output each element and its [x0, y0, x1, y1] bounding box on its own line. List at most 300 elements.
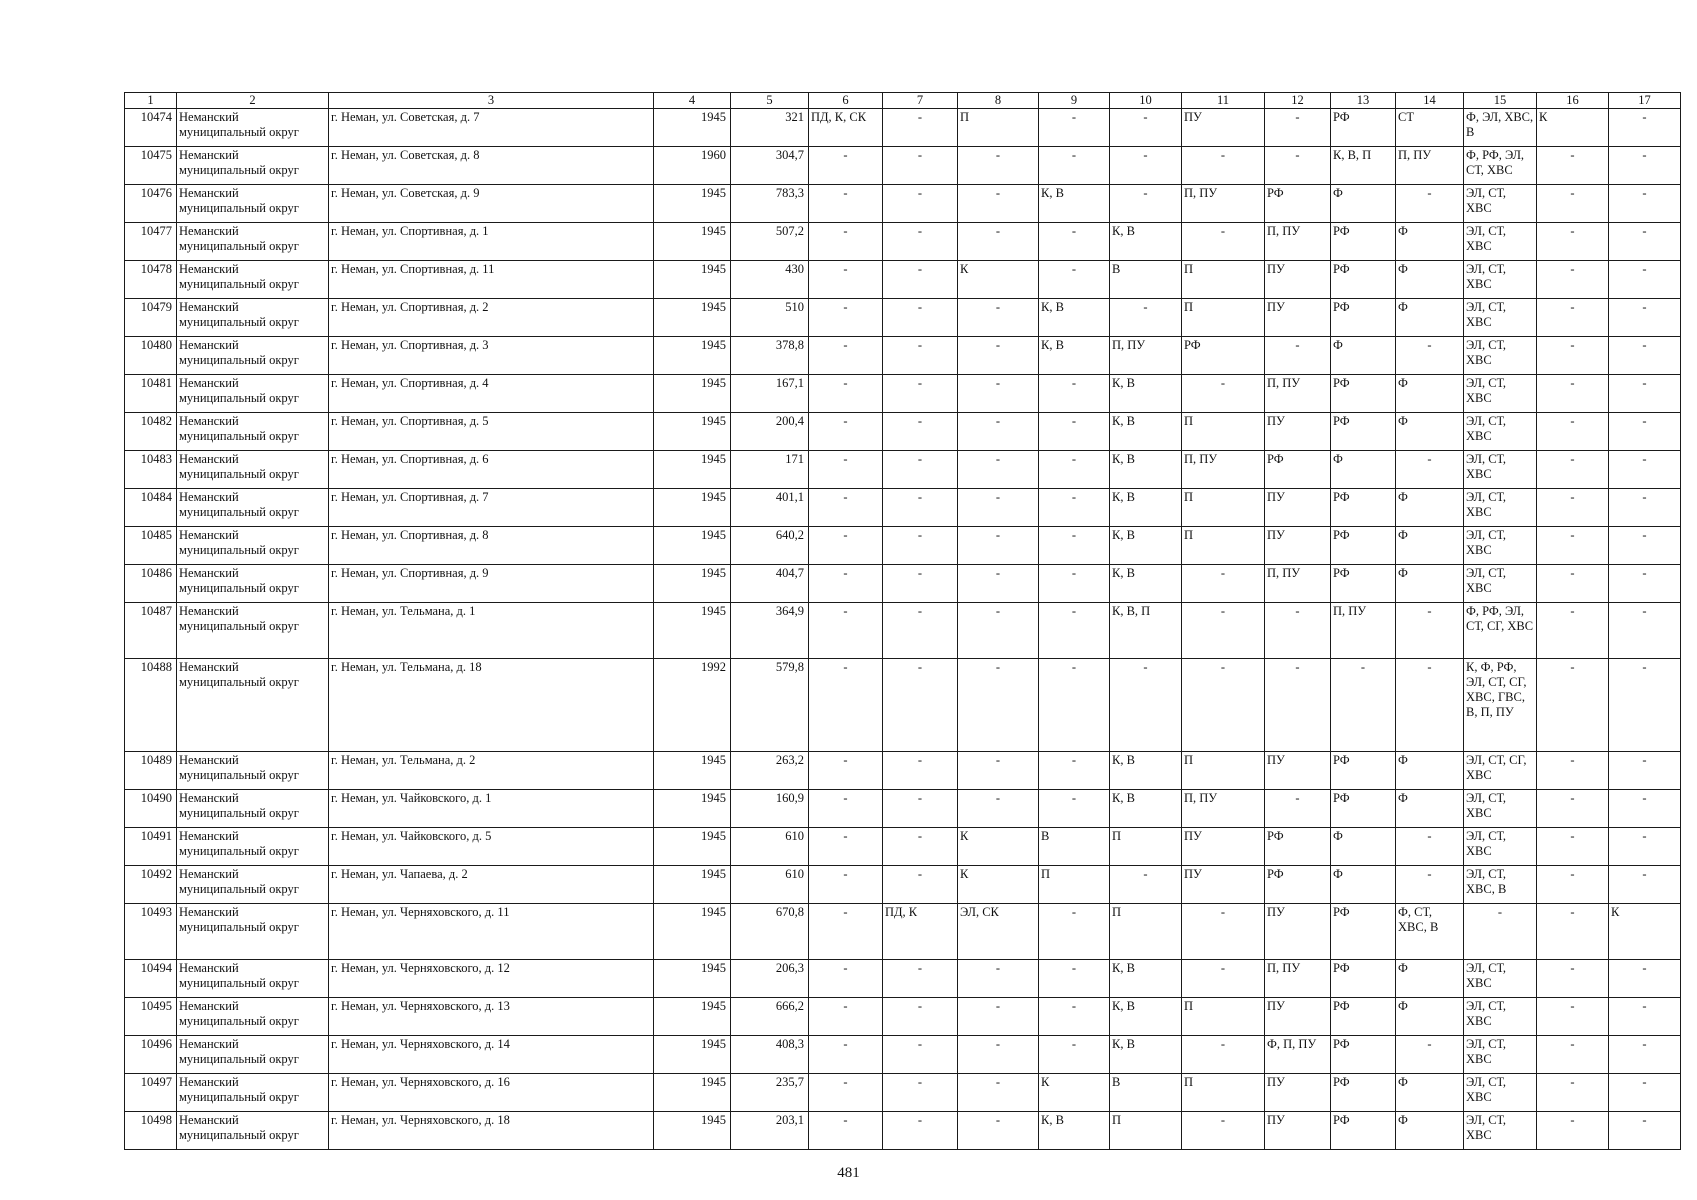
- table-cell-col-4: 1945: [654, 223, 731, 261]
- table-cell-col-1: 10475: [125, 147, 177, 185]
- table-cell-col-4: 1945: [654, 998, 731, 1036]
- table-cell-col-12: -: [1265, 790, 1331, 828]
- table-cell-col-6: -: [809, 998, 883, 1036]
- table-cell-col-16: -: [1537, 565, 1609, 603]
- table-cell-col-17: -: [1609, 337, 1681, 375]
- table-cell-col-8: -: [958, 451, 1039, 489]
- table-cell-col-3: г. Неман, ул. Советская, д. 7: [329, 109, 654, 147]
- table-cell-col-15: ЭЛ, СТ, ХВС: [1464, 185, 1537, 223]
- table-cell-col-5: 304,7: [731, 147, 809, 185]
- table-cell-col-4: 1945: [654, 752, 731, 790]
- table-cell-col-12: ПУ: [1265, 527, 1331, 565]
- table-cell-col-4: 1945: [654, 337, 731, 375]
- table-cell-col-9: -: [1039, 451, 1110, 489]
- column-header-10: 10: [1110, 93, 1182, 109]
- table-cell-col-16: -: [1537, 489, 1609, 527]
- table-cell-col-9: -: [1039, 375, 1110, 413]
- table-row: [125, 451, 1681, 489]
- table-cell-col-10: К, В: [1110, 223, 1182, 261]
- table-cell-col-14: Ф: [1396, 489, 1464, 527]
- table-cell-col-9: -: [1039, 960, 1110, 998]
- table-cell-col-17: -: [1609, 1036, 1681, 1074]
- table-cell-col-14: Ф: [1396, 1074, 1464, 1112]
- column-header-13: 13: [1331, 93, 1396, 109]
- column-header-8: 8: [958, 93, 1039, 109]
- table-cell-col-15: ЭЛ, СТ, ХВС: [1464, 790, 1537, 828]
- table-cell-col-12: ПУ: [1265, 752, 1331, 790]
- table-cell-col-16: -: [1537, 603, 1609, 659]
- table-cell-col-16: -: [1537, 527, 1609, 565]
- table-cell-col-17: -: [1609, 998, 1681, 1036]
- table-cell-col-5: 579,8: [731, 659, 809, 752]
- table-cell-col-4: 1945: [654, 1036, 731, 1074]
- table-cell-col-11: П, ПУ: [1182, 185, 1265, 223]
- table-cell-col-6: -: [809, 960, 883, 998]
- table-cell-col-14: Ф: [1396, 565, 1464, 603]
- table-cell-col-1: 10489: [125, 752, 177, 790]
- table-cell-col-2: Неманский муниципальный округ: [177, 489, 329, 527]
- table-cell-col-17: -: [1609, 790, 1681, 828]
- table-cell-col-4: 1945: [654, 451, 731, 489]
- table-cell-col-11: П: [1182, 998, 1265, 1036]
- table-cell-col-5: 430: [731, 261, 809, 299]
- table-cell-col-1: 10490: [125, 790, 177, 828]
- table-cell-col-10: К, В: [1110, 527, 1182, 565]
- table-cell-col-12: РФ: [1265, 185, 1331, 223]
- table-cell-col-6: -: [809, 565, 883, 603]
- table-cell-col-16: -: [1537, 866, 1609, 904]
- table-row: [125, 223, 1681, 261]
- table-cell-col-16: -: [1537, 413, 1609, 451]
- table-cell-col-8: -: [958, 790, 1039, 828]
- table-cell-col-11: П: [1182, 413, 1265, 451]
- table-cell-col-5: 404,7: [731, 565, 809, 603]
- table-cell-col-13: Ф: [1331, 828, 1396, 866]
- table-cell-col-17: -: [1609, 866, 1681, 904]
- table-cell-col-16: -: [1537, 451, 1609, 489]
- table-cell-col-5: 160,9: [731, 790, 809, 828]
- table-cell-col-9: -: [1039, 904, 1110, 960]
- table-cell-col-6: -: [809, 451, 883, 489]
- table-cell-col-6: -: [809, 261, 883, 299]
- table-cell-col-13: РФ: [1331, 261, 1396, 299]
- table-cell-col-13: РФ: [1331, 413, 1396, 451]
- table-cell-col-13: П, ПУ: [1331, 603, 1396, 659]
- table-cell-col-5: 610: [731, 828, 809, 866]
- table-cell-col-12: Ф, П, ПУ: [1265, 1036, 1331, 1074]
- table-cell-col-8: -: [958, 527, 1039, 565]
- table-cell-col-15: ЭЛ, СТ, ХВС: [1464, 960, 1537, 998]
- table-cell-col-6: -: [809, 904, 883, 960]
- table-cell-col-7: -: [883, 147, 958, 185]
- table-cell-col-10: К, В: [1110, 998, 1182, 1036]
- table-cell-col-10: К, В: [1110, 960, 1182, 998]
- table-cell-col-6: -: [809, 413, 883, 451]
- table-cell-col-14: Ф: [1396, 299, 1464, 337]
- table-cell-col-15: Ф, РФ, ЭЛ, СТ, СГ, ХВС: [1464, 603, 1537, 659]
- table-cell-col-2: Неманский муниципальный округ: [177, 565, 329, 603]
- table-row: [125, 790, 1681, 828]
- table-row: [125, 752, 1681, 790]
- table-cell-col-8: -: [958, 1112, 1039, 1150]
- table-cell-col-1: 10479: [125, 299, 177, 337]
- table-cell-col-14: Ф: [1396, 790, 1464, 828]
- table-cell-col-6: -: [809, 1112, 883, 1150]
- table-row: [125, 1112, 1681, 1150]
- column-header-14: 14: [1396, 93, 1464, 109]
- table-cell-col-11: -: [1182, 603, 1265, 659]
- table-cell-col-4: 1945: [654, 413, 731, 451]
- table-cell-col-7: -: [883, 828, 958, 866]
- table-cell-col-12: ПУ: [1265, 998, 1331, 1036]
- table-cell-col-16: -: [1537, 223, 1609, 261]
- table-row: [125, 527, 1681, 565]
- table-cell-col-4: 1945: [654, 489, 731, 527]
- table-cell-col-15: ЭЛ, СТ, ХВС: [1464, 1036, 1537, 1074]
- table-cell-col-15: ЭЛ, СТ, ХВС: [1464, 565, 1537, 603]
- table-cell-col-3: г. Неман, ул. Спортивная, д. 6: [329, 451, 654, 489]
- table-cell-col-11: РФ: [1182, 337, 1265, 375]
- table-cell-col-15: ЭЛ, СТ, ХВС: [1464, 261, 1537, 299]
- table-cell-col-10: К, В: [1110, 413, 1182, 451]
- table-cell-col-15: ЭЛ, СТ, ХВС: [1464, 375, 1537, 413]
- table-cell-col-15: ЭЛ, СТ, ХВС: [1464, 828, 1537, 866]
- table-cell-col-1: 10484: [125, 489, 177, 527]
- table-cell-col-7: -: [883, 1112, 958, 1150]
- table-cell-col-8: -: [958, 299, 1039, 337]
- table-cell-col-2: Неманский муниципальный округ: [177, 451, 329, 489]
- table-cell-col-6: -: [809, 299, 883, 337]
- table-cell-col-6: -: [809, 790, 883, 828]
- table-cell-col-14: Ф: [1396, 223, 1464, 261]
- table-cell-col-13: Ф: [1331, 185, 1396, 223]
- table-cell-col-8: -: [958, 565, 1039, 603]
- table-cell-col-2: Неманский муниципальный округ: [177, 1112, 329, 1150]
- table-cell-col-4: 1945: [654, 565, 731, 603]
- table-cell-col-3: г. Неман, ул. Спортивная, д. 4: [329, 375, 654, 413]
- table-cell-col-14: Ф: [1396, 527, 1464, 565]
- table-cell-col-13: РФ: [1331, 109, 1396, 147]
- table-cell-col-1: 10493: [125, 904, 177, 960]
- table-cell-col-2: Неманский муниципальный округ: [177, 527, 329, 565]
- table-cell-col-15: ЭЛ, СТ, ХВС: [1464, 489, 1537, 527]
- table-cell-col-7: -: [883, 1074, 958, 1112]
- table-cell-col-17: -: [1609, 147, 1681, 185]
- table-cell-col-12: -: [1265, 603, 1331, 659]
- table-cell-col-5: 640,2: [731, 527, 809, 565]
- table-cell-col-12: РФ: [1265, 866, 1331, 904]
- table-cell-col-8: ЭЛ, СК: [958, 904, 1039, 960]
- table-cell-col-14: -: [1396, 185, 1464, 223]
- table-cell-col-16: -: [1537, 185, 1609, 223]
- table-cell-col-7: -: [883, 527, 958, 565]
- table-cell-col-1: 10495: [125, 998, 177, 1036]
- table-cell-col-11: -: [1182, 375, 1265, 413]
- table-row: [125, 489, 1681, 527]
- table-cell-col-13: РФ: [1331, 1036, 1396, 1074]
- table-cell-col-15: Ф, ЭЛ, ХВС, В: [1464, 109, 1537, 147]
- table-cell-col-5: 200,4: [731, 413, 809, 451]
- table-cell-col-11: П: [1182, 752, 1265, 790]
- table-cell-col-9: -: [1039, 261, 1110, 299]
- table-cell-col-13: РФ: [1331, 223, 1396, 261]
- table-cell-col-10: П, ПУ: [1110, 337, 1182, 375]
- table-cell-col-10: В: [1110, 261, 1182, 299]
- table-cell-col-9: -: [1039, 752, 1110, 790]
- table-cell-col-17: -: [1609, 603, 1681, 659]
- column-header-6: 6: [809, 93, 883, 109]
- table-cell-col-8: -: [958, 375, 1039, 413]
- column-header-4: 4: [654, 93, 731, 109]
- table-cell-col-2: Неманский муниципальный округ: [177, 752, 329, 790]
- table-cell-col-15: ЭЛ, СТ, ХВС: [1464, 1074, 1537, 1112]
- table-cell-col-1: 10488: [125, 659, 177, 752]
- table-cell-col-3: г. Неман, ул. Чапаева, д. 2: [329, 866, 654, 904]
- table-cell-col-13: РФ: [1331, 565, 1396, 603]
- table-cell-col-14: Ф: [1396, 375, 1464, 413]
- table-cell-col-8: -: [958, 752, 1039, 790]
- table-cell-col-15: ЭЛ, СТ, СГ, ХВС: [1464, 752, 1537, 790]
- table-cell-col-3: г. Неман, ул. Тельмана, д. 18: [329, 659, 654, 752]
- table-cell-col-6: -: [809, 185, 883, 223]
- table-cell-col-1: 10478: [125, 261, 177, 299]
- table-cell-col-10: -: [1110, 185, 1182, 223]
- table-cell-col-5: 783,3: [731, 185, 809, 223]
- table-cell-col-4: 1945: [654, 299, 731, 337]
- table-cell-col-8: К: [958, 261, 1039, 299]
- table-cell-col-16: -: [1537, 147, 1609, 185]
- table-cell-col-2: Неманский муниципальный округ: [177, 1074, 329, 1112]
- table-cell-col-6: -: [809, 659, 883, 752]
- table-cell-col-17: -: [1609, 1074, 1681, 1112]
- column-header-5: 5: [731, 93, 809, 109]
- table-cell-col-7: -: [883, 752, 958, 790]
- table-cell-col-2: Неманский муниципальный округ: [177, 866, 329, 904]
- table-row: [125, 866, 1681, 904]
- table-cell-col-7: -: [883, 603, 958, 659]
- table-cell-col-16: -: [1537, 1036, 1609, 1074]
- table-cell-col-5: 610: [731, 866, 809, 904]
- table-cell-col-6: -: [809, 375, 883, 413]
- table-cell-col-3: г. Неман, ул. Спортивная, д. 1: [329, 223, 654, 261]
- table-cell-col-12: ПУ: [1265, 489, 1331, 527]
- table-cell-col-11: П: [1182, 299, 1265, 337]
- table-cell-col-5: 364,9: [731, 603, 809, 659]
- table-cell-col-11: -: [1182, 223, 1265, 261]
- table-cell-col-5: 206,3: [731, 960, 809, 998]
- table-cell-col-13: Ф: [1331, 866, 1396, 904]
- table-cell-col-13: РФ: [1331, 1074, 1396, 1112]
- table-cell-col-2: Неманский муниципальный округ: [177, 828, 329, 866]
- table-row: [125, 998, 1681, 1036]
- table-cell-col-14: Ф, СТ, ХВС, В: [1396, 904, 1464, 960]
- table-cell-col-15: ЭЛ, СТ, ХВС: [1464, 998, 1537, 1036]
- table-cell-col-5: 167,1: [731, 375, 809, 413]
- table-cell-col-11: ПУ: [1182, 109, 1265, 147]
- table-cell-col-7: -: [883, 489, 958, 527]
- table-cell-col-12: ПУ: [1265, 1112, 1331, 1150]
- table-cell-col-9: -: [1039, 109, 1110, 147]
- table-cell-col-13: Ф: [1331, 451, 1396, 489]
- table-cell-col-14: СТ: [1396, 109, 1464, 147]
- table-cell-col-8: -: [958, 489, 1039, 527]
- table-cell-col-7: -: [883, 185, 958, 223]
- table-row: [125, 375, 1681, 413]
- table-cell-col-15: Ф, РФ, ЭЛ, СТ, ХВС: [1464, 147, 1537, 185]
- table-cell-col-4: 1945: [654, 790, 731, 828]
- table-cell-col-16: -: [1537, 790, 1609, 828]
- table-cell-col-9: -: [1039, 223, 1110, 261]
- table-cell-col-16: -: [1537, 998, 1609, 1036]
- table-cell-col-17: -: [1609, 223, 1681, 261]
- table-cell-col-4: 1945: [654, 527, 731, 565]
- table-row: [125, 603, 1681, 659]
- table-cell-col-8: -: [958, 1074, 1039, 1112]
- table-cell-col-10: К, В: [1110, 375, 1182, 413]
- table-cell-col-14: -: [1396, 659, 1464, 752]
- table-cell-col-3: г. Неман, ул. Черняховского, д. 16: [329, 1074, 654, 1112]
- table-cell-col-7: -: [883, 998, 958, 1036]
- table-cell-col-9: К, В: [1039, 185, 1110, 223]
- column-header-7: 7: [883, 93, 958, 109]
- table-cell-col-3: г. Неман, ул. Спортивная, д. 2: [329, 299, 654, 337]
- table-cell-col-10: К, В: [1110, 752, 1182, 790]
- table-cell-col-2: Неманский муниципальный округ: [177, 147, 329, 185]
- table-cell-col-14: -: [1396, 866, 1464, 904]
- table-cell-col-6: -: [809, 489, 883, 527]
- table-cell-col-2: Неманский муниципальный округ: [177, 337, 329, 375]
- table-cell-col-5: 401,1: [731, 489, 809, 527]
- table-cell-col-11: -: [1182, 960, 1265, 998]
- table-cell-col-13: РФ: [1331, 299, 1396, 337]
- table-cell-col-13: -: [1331, 659, 1396, 752]
- table-cell-col-17: -: [1609, 659, 1681, 752]
- table-cell-col-9: -: [1039, 489, 1110, 527]
- table-cell-col-11: П, ПУ: [1182, 790, 1265, 828]
- table-cell-col-17: -: [1609, 261, 1681, 299]
- table-cell-col-2: Неманский муниципальный округ: [177, 659, 329, 752]
- table-cell-col-17: -: [1609, 185, 1681, 223]
- table-cell-col-15: ЭЛ, СТ, ХВС: [1464, 527, 1537, 565]
- table-cell-col-16: -: [1537, 1112, 1609, 1150]
- table-cell-col-3: г. Неман, ул. Чайковского, д. 5: [329, 828, 654, 866]
- table-cell-col-13: РФ: [1331, 904, 1396, 960]
- table-cell-col-1: 10491: [125, 828, 177, 866]
- table-cell-col-4: 1945: [654, 109, 731, 147]
- table-cell-col-7: -: [883, 375, 958, 413]
- table-cell-col-16: -: [1537, 752, 1609, 790]
- table-cell-col-6: -: [809, 752, 883, 790]
- table-cell-col-12: ПУ: [1265, 261, 1331, 299]
- table-cell-col-4: 1945: [654, 1074, 731, 1112]
- table-cell-col-10: К, В: [1110, 790, 1182, 828]
- table-cell-col-12: П, ПУ: [1265, 565, 1331, 603]
- table-cell-col-16: -: [1537, 261, 1609, 299]
- table-cell-col-15: ЭЛ, СТ, ХВС, В: [1464, 866, 1537, 904]
- table-cell-col-14: -: [1396, 337, 1464, 375]
- table-cell-col-4: 1945: [654, 603, 731, 659]
- table-cell-col-6: ПД, К, СК: [809, 109, 883, 147]
- table-cell-col-15: ЭЛ, СТ, ХВС: [1464, 223, 1537, 261]
- table-cell-col-17: -: [1609, 489, 1681, 527]
- table-cell-col-5: 507,2: [731, 223, 809, 261]
- table-cell-col-8: -: [958, 603, 1039, 659]
- table-cell-col-1: 10497: [125, 1074, 177, 1112]
- table-cell-col-12: -: [1265, 659, 1331, 752]
- table-cell-col-9: -: [1039, 147, 1110, 185]
- table-cell-col-10: -: [1110, 109, 1182, 147]
- table-cell-col-14: -: [1396, 828, 1464, 866]
- table-cell-col-2: Неманский муниципальный округ: [177, 1036, 329, 1074]
- table-cell-col-11: П: [1182, 261, 1265, 299]
- table-cell-col-2: Неманский муниципальный округ: [177, 413, 329, 451]
- table-cell-col-4: 1945: [654, 375, 731, 413]
- table-cell-col-17: -: [1609, 109, 1681, 147]
- table-cell-col-4: 1945: [654, 261, 731, 299]
- table-cell-col-7: -: [883, 261, 958, 299]
- table-cell-col-12: П, ПУ: [1265, 960, 1331, 998]
- table-cell-col-5: 408,3: [731, 1036, 809, 1074]
- table-cell-col-6: -: [809, 603, 883, 659]
- table-cell-col-5: 203,1: [731, 1112, 809, 1150]
- table-cell-col-3: г. Неман, ул. Тельмана, д. 2: [329, 752, 654, 790]
- table-cell-col-17: -: [1609, 375, 1681, 413]
- table-cell-col-11: -: [1182, 904, 1265, 960]
- table-cell-col-9: -: [1039, 790, 1110, 828]
- table-cell-col-5: 670,8: [731, 904, 809, 960]
- table-cell-col-15: ЭЛ, СТ, ХВС: [1464, 337, 1537, 375]
- table-cell-col-4: 1960: [654, 147, 731, 185]
- table-cell-col-4: 1945: [654, 1112, 731, 1150]
- table-cell-col-9: -: [1039, 603, 1110, 659]
- table-cell-col-7: -: [883, 299, 958, 337]
- table-cell-col-17: -: [1609, 413, 1681, 451]
- table-cell-col-14: -: [1396, 451, 1464, 489]
- table-cell-col-10: -: [1110, 866, 1182, 904]
- table-cell-col-11: ПУ: [1182, 828, 1265, 866]
- table-cell-col-3: г. Неман, ул. Спортивная, д. 9: [329, 565, 654, 603]
- table-cell-col-16: К: [1537, 109, 1609, 147]
- table-cell-col-3: г. Неман, ул. Тельмана, д. 1: [329, 603, 654, 659]
- table-cell-col-1: 10477: [125, 223, 177, 261]
- table-cell-col-10: П: [1110, 904, 1182, 960]
- table-cell-col-14: Ф: [1396, 413, 1464, 451]
- table-cell-col-7: -: [883, 565, 958, 603]
- table-cell-col-3: г. Неман, ул. Спортивная, д. 5: [329, 413, 654, 451]
- column-header-16: 16: [1537, 93, 1609, 109]
- table-cell-col-15: -: [1464, 904, 1537, 960]
- table-cell-col-7: -: [883, 1036, 958, 1074]
- table-cell-col-10: -: [1110, 299, 1182, 337]
- table-cell-col-1: 10480: [125, 337, 177, 375]
- table-cell-col-12: РФ: [1265, 451, 1331, 489]
- table-cell-col-17: -: [1609, 451, 1681, 489]
- table-cell-col-11: -: [1182, 1112, 1265, 1150]
- table-cell-col-1: 10494: [125, 960, 177, 998]
- table-cell-col-3: г. Неман, ул. Черняховского, д. 13: [329, 998, 654, 1036]
- table-cell-col-10: К, В: [1110, 1036, 1182, 1074]
- table-cell-col-3: г. Неман, ул. Спортивная, д. 7: [329, 489, 654, 527]
- table-cell-col-13: Ф: [1331, 337, 1396, 375]
- table-cell-col-12: -: [1265, 337, 1331, 375]
- table-cell-col-10: К, В, П: [1110, 603, 1182, 659]
- column-header-2: 2: [177, 93, 329, 109]
- table-cell-col-5: 235,7: [731, 1074, 809, 1112]
- table-cell-col-14: Ф: [1396, 752, 1464, 790]
- table-cell-col-2: Неманский муниципальный округ: [177, 960, 329, 998]
- table-cell-col-17: -: [1609, 565, 1681, 603]
- table-cell-col-9: К: [1039, 1074, 1110, 1112]
